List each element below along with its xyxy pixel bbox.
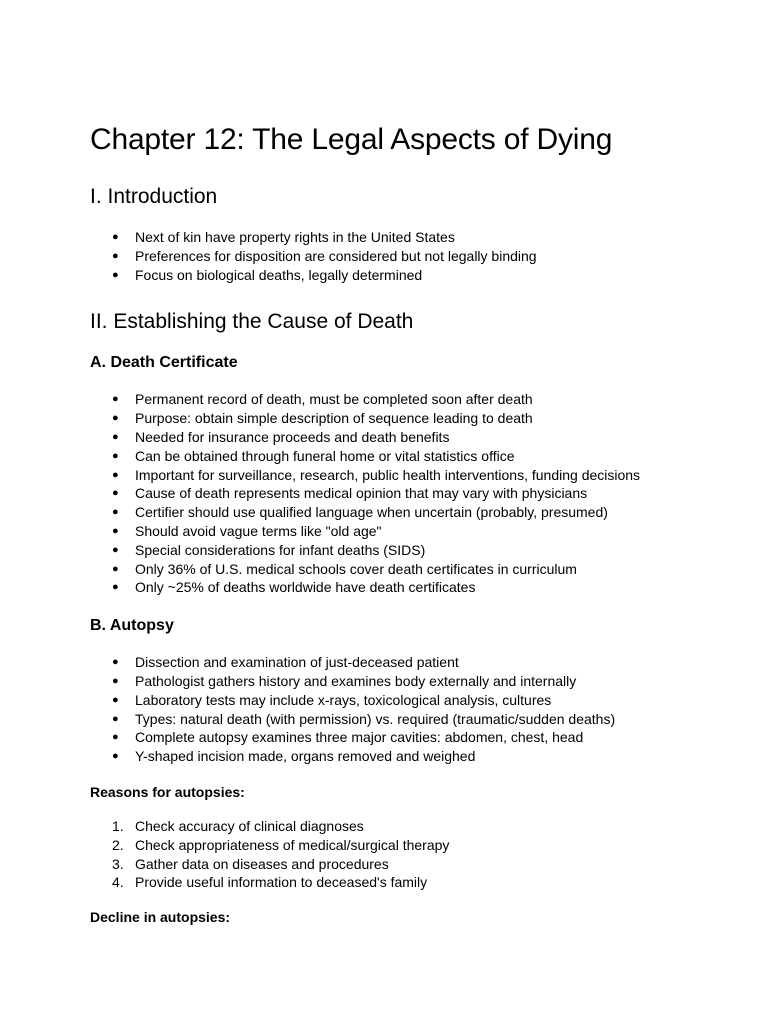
decline-label: Decline in autopsies: xyxy=(90,909,231,926)
list-item: ● Laboratory tests may include x-rays, toxicological analysis, cultures xyxy=(90,691,730,710)
list-item: ● Only ~25% of deaths worldwide have death certificates xyxy=(90,578,730,597)
list-item: ● Dissection and examination of just-deceased patient xyxy=(90,653,730,672)
list-item: ● Permanent record of death, must be completed soon after death xyxy=(90,390,730,409)
list-item: ● Cause of death represents medical opinion that may vary with physicians xyxy=(90,484,730,503)
section-heading-cause-of-death: II. Establishing the Cause of Death xyxy=(90,310,414,334)
reasons-label: Reasons for autopsies: xyxy=(90,783,245,800)
list-item xyxy=(90,855,730,874)
list-item: ● Next of kin have property rights in the United States xyxy=(90,228,730,247)
autopsy-list xyxy=(90,653,730,766)
list-item: ● Types: natural death (with permission) vs. required (traumatic/sudden deaths) xyxy=(90,710,730,729)
list-item-text: Gather data on diseases and procedures xyxy=(135,855,389,872)
list-number: 4. xyxy=(112,874,124,891)
list-item: ● Focus on biological deaths, legally determined xyxy=(90,266,730,285)
list-item: ● Special considerations for infant deaths (SIDS) xyxy=(90,541,730,560)
death-certificate-list xyxy=(90,390,730,597)
introduction-list xyxy=(90,228,730,284)
list-item: ● Pathologist gathers history and examines body externally and internally xyxy=(90,672,730,691)
chapter-title: Chapter 12: The Legal Aspects of Dying xyxy=(90,123,613,156)
list-number: 1. xyxy=(112,817,124,834)
list-item: ● Complete autopsy examines three major cavities: abdomen, chest, head xyxy=(90,728,730,747)
list-item: ● Certifier should use qualified language when uncertain (probably, presumed) xyxy=(90,503,730,522)
list-number: 2. xyxy=(112,836,124,853)
subsection-heading-death-certificate: A. Death Certificate xyxy=(90,354,238,372)
list-item: ● Preferences for disposition are considered but not legally binding xyxy=(90,247,730,266)
section-heading-introduction: I. Introduction xyxy=(90,185,218,208)
list-item: ● Can be obtained through funeral home or vital statistics office xyxy=(90,447,730,466)
list-number: 3. xyxy=(112,855,124,872)
list-item-text: Provide useful information to deceased's family xyxy=(135,874,428,891)
list-item-text: Check accuracy of clinical diagnoses xyxy=(135,817,364,834)
list-item: ● Should avoid vague terms like "old age" xyxy=(90,522,730,541)
list-item: ● Purpose: obtain simple description of sequence leading to death xyxy=(90,409,730,428)
subsection-heading-autopsy: B. Autopsy xyxy=(90,617,174,635)
list-item xyxy=(90,873,730,892)
list-item xyxy=(90,836,730,855)
list-item xyxy=(90,817,730,836)
list-item: ● Needed for insurance proceeds and death benefits xyxy=(90,428,730,447)
list-item: ● Important for surveillance, research, public health interventions, funding decisions xyxy=(90,466,730,485)
list-item-text: Check appropriateness of medical/surgical therapy xyxy=(135,836,450,853)
list-item: ● Y-shaped incision made, organs removed and weighed xyxy=(90,747,730,766)
reasons-list xyxy=(90,817,730,892)
list-item: ● Only 36% of U.S. medical schools cover death certificates in curriculum xyxy=(90,560,730,579)
document-page xyxy=(90,122,730,926)
